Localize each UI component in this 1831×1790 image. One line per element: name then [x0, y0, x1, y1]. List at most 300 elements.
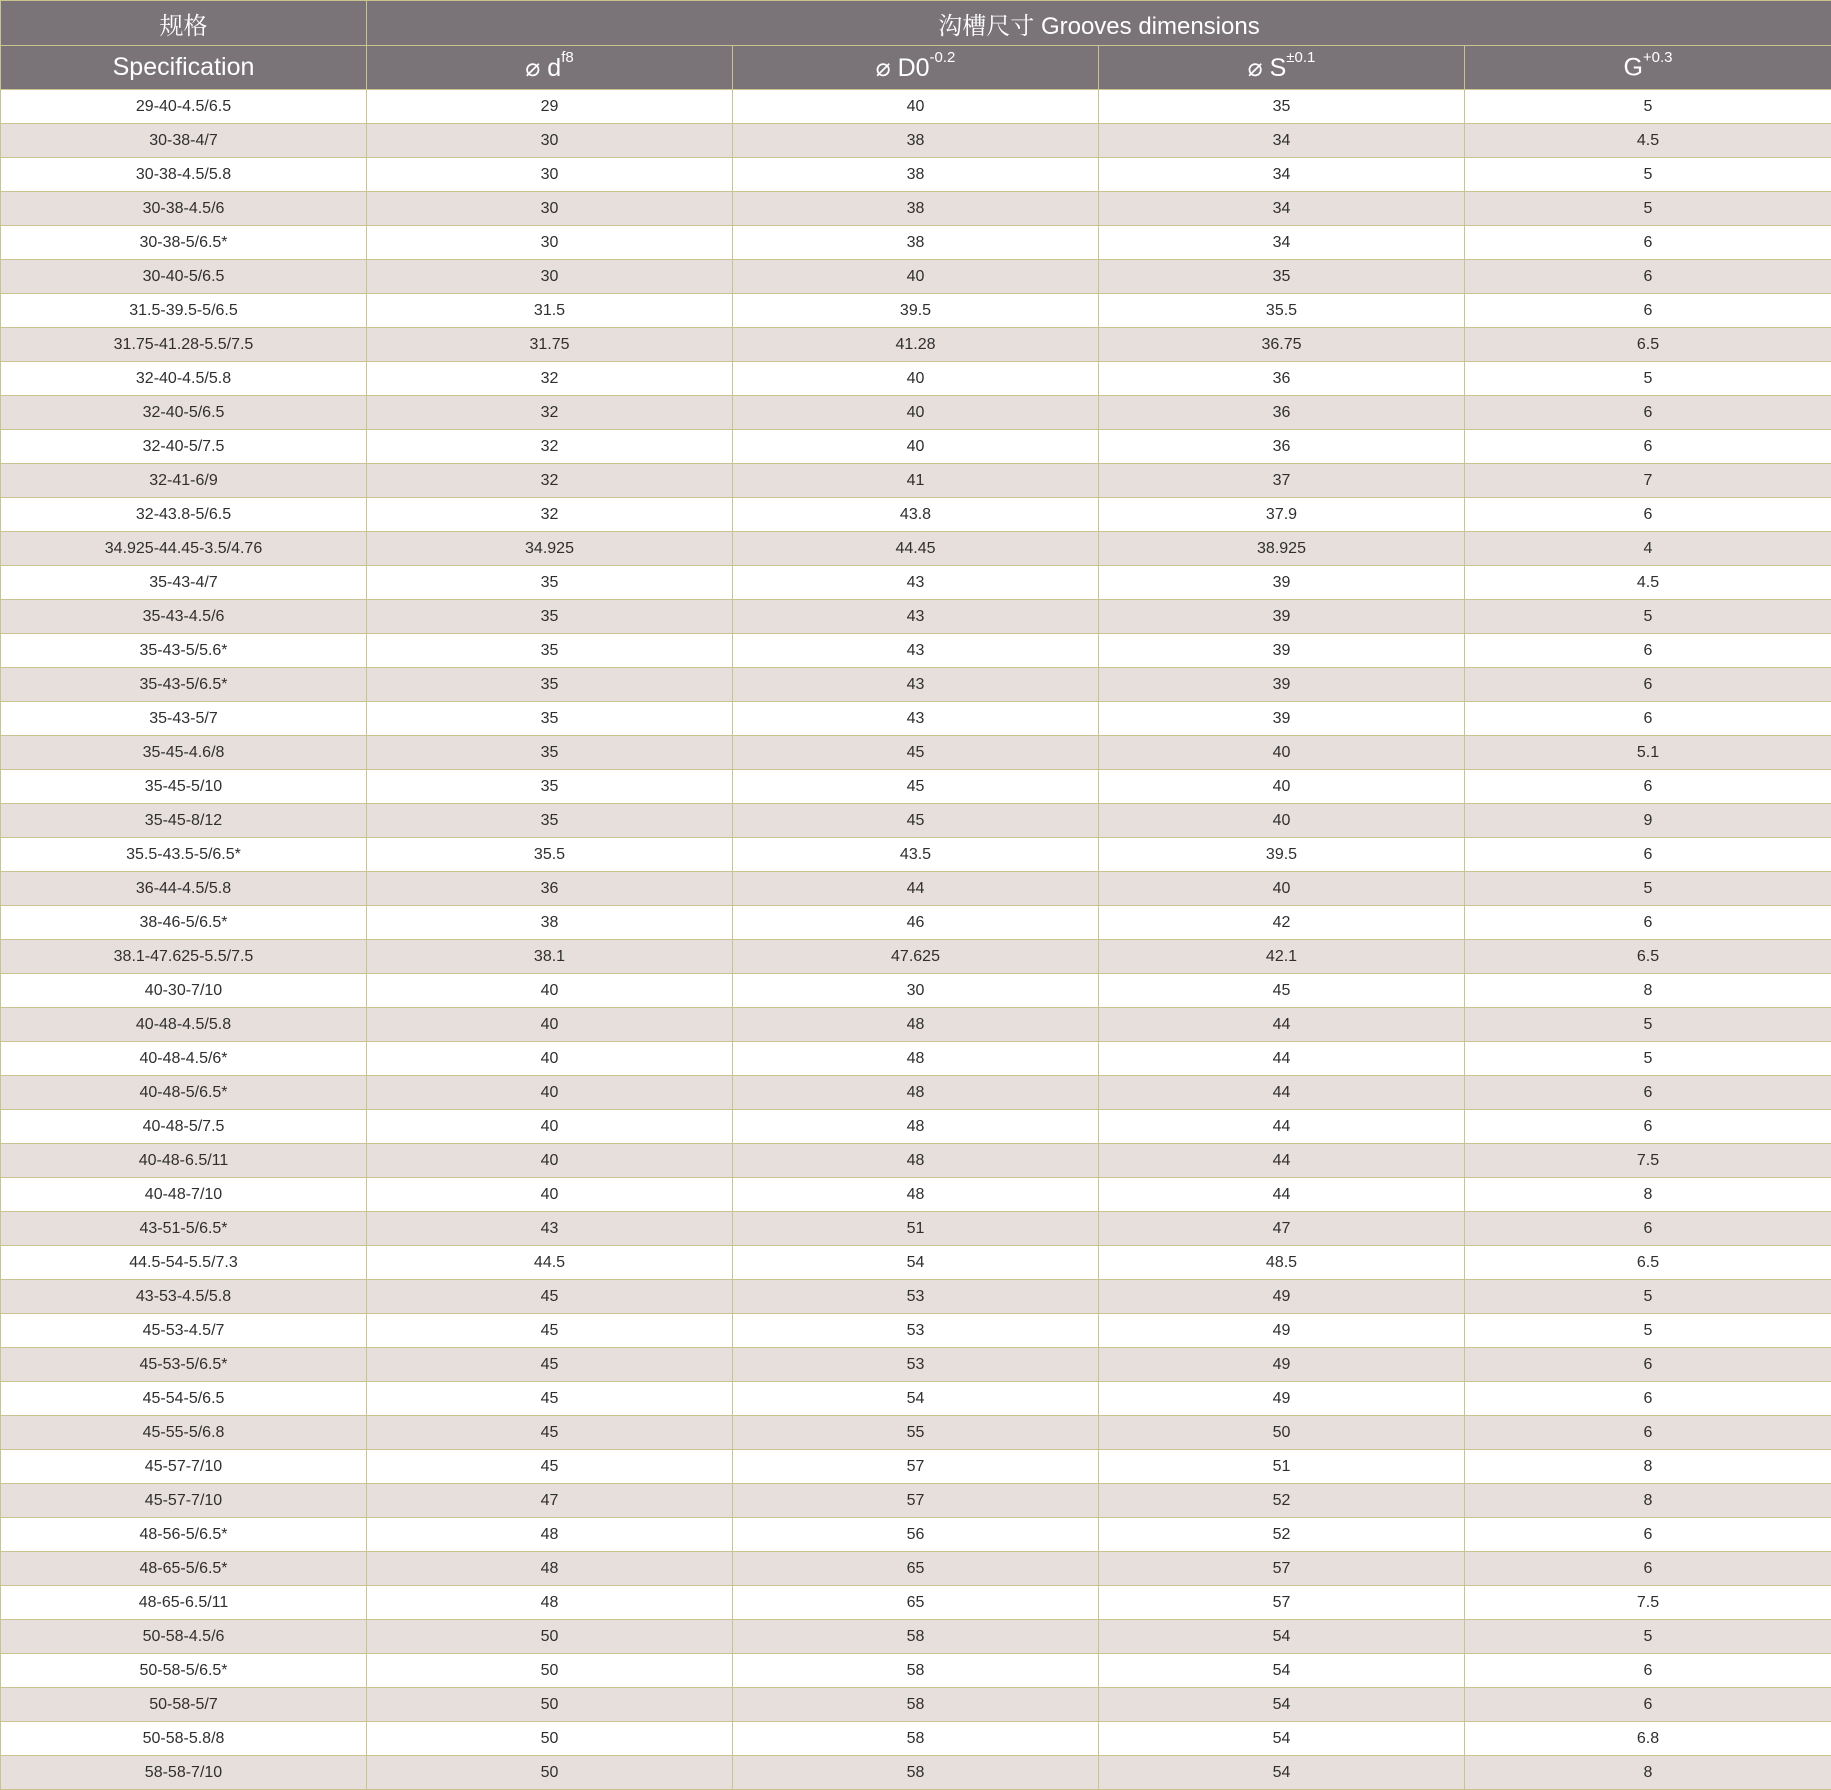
cell-S: 44	[1099, 1178, 1465, 1212]
cell-S: 39	[1099, 600, 1465, 634]
cell-D0: 57	[733, 1484, 1099, 1518]
cell-specification: 50-58-5.8/8	[1, 1722, 367, 1756]
cell-G: 6.5	[1465, 940, 1831, 974]
table-row	[1, 1620, 1831, 1654]
cell-d: 45	[367, 1450, 733, 1484]
cell-d: 40	[367, 1178, 733, 1212]
cell-S: 40	[1099, 736, 1465, 770]
cell-specification: 32-43.8-5/6.5	[1, 498, 367, 532]
cell-G: 8	[1465, 1756, 1831, 1790]
cell-specification: 45-57-7/10	[1, 1484, 367, 1518]
cell-S: 51	[1099, 1450, 1465, 1484]
cell-d: 35	[367, 804, 733, 838]
cell-D0: 39.5	[733, 294, 1099, 328]
table-row	[1, 736, 1831, 770]
cell-d: 35	[367, 600, 733, 634]
cell-D0: 38	[733, 226, 1099, 260]
table-row	[1, 600, 1831, 634]
cell-G: 6	[1465, 1552, 1831, 1586]
cell-D0: 48	[733, 1008, 1099, 1042]
cell-S: 50	[1099, 1416, 1465, 1450]
table-row	[1, 940, 1831, 974]
table-row	[1, 532, 1831, 566]
cell-d: 32	[367, 396, 733, 430]
cell-D0: 43.8	[733, 498, 1099, 532]
cell-G: 5	[1465, 1008, 1831, 1042]
cell-D0: 38	[733, 192, 1099, 226]
cell-G: 6	[1465, 634, 1831, 668]
table-row	[1, 396, 1831, 430]
cell-D0: 45	[733, 804, 1099, 838]
table-body	[1, 90, 1831, 1790]
spec-cn-header: 规格	[1, 1, 367, 46]
cell-G: 5	[1465, 600, 1831, 634]
cell-G: 6.8	[1465, 1722, 1831, 1756]
col-header-S-symbol: ⌀ S	[1248, 54, 1287, 82]
cell-specification: 50-58-5/6.5*	[1, 1654, 367, 1688]
table-row	[1, 1722, 1831, 1756]
cell-d: 30	[367, 192, 733, 226]
cell-G: 4	[1465, 532, 1831, 566]
table-row	[1, 1586, 1831, 1620]
cell-specification: 31.75-41.28-5.5/7.5	[1, 328, 367, 362]
cell-specification: 30-38-4/7	[1, 124, 367, 158]
grooves-dimensions-header: 沟槽尺寸 Grooves dimensions	[367, 1, 1831, 46]
cell-specification: 35-43-4/7	[1, 566, 367, 600]
table-row	[1, 974, 1831, 1008]
cell-specification: 48-65-5/6.5*	[1, 1552, 367, 1586]
cell-G: 6	[1465, 1212, 1831, 1246]
table-row	[1, 192, 1831, 226]
cell-d: 50	[367, 1756, 733, 1790]
cell-D0: 43	[733, 600, 1099, 634]
cell-d: 45	[367, 1314, 733, 1348]
cell-D0: 43	[733, 668, 1099, 702]
cell-S: 35	[1099, 260, 1465, 294]
cell-S: 39.5	[1099, 838, 1465, 872]
cell-D0: 53	[733, 1280, 1099, 1314]
cell-d: 38.1	[367, 940, 733, 974]
col-header-G	[1465, 46, 1831, 90]
cell-S: 35	[1099, 90, 1465, 124]
cell-d: 31.75	[367, 328, 733, 362]
cell-D0: 54	[733, 1246, 1099, 1280]
cell-specification: 35-43-5/5.6*	[1, 634, 367, 668]
cell-D0: 65	[733, 1552, 1099, 1586]
cell-G: 6	[1465, 1416, 1831, 1450]
cell-D0: 58	[733, 1620, 1099, 1654]
cell-S: 35.5	[1099, 294, 1465, 328]
col-header-d	[367, 46, 733, 90]
cell-specification: 40-48-5/7.5	[1, 1110, 367, 1144]
col-header-S-tolerance: ±0.1	[1286, 49, 1315, 66]
cell-G: 6	[1465, 770, 1831, 804]
cell-S: 38.925	[1099, 532, 1465, 566]
cell-D0: 58	[733, 1756, 1099, 1790]
cell-S: 34	[1099, 226, 1465, 260]
table-row	[1, 124, 1831, 158]
table-row	[1, 464, 1831, 498]
cell-specification: 48-65-6.5/11	[1, 1586, 367, 1620]
cell-specification: 40-48-4.5/6*	[1, 1042, 367, 1076]
cell-G: 6	[1465, 498, 1831, 532]
cell-D0: 38	[733, 158, 1099, 192]
cell-d: 50	[367, 1654, 733, 1688]
table-row	[1, 328, 1831, 362]
cell-D0: 54	[733, 1382, 1099, 1416]
cell-G: 5	[1465, 1280, 1831, 1314]
cell-specification: 30-38-4.5/5.8	[1, 158, 367, 192]
cell-D0: 53	[733, 1348, 1099, 1382]
cell-D0: 45	[733, 770, 1099, 804]
cell-D0: 30	[733, 974, 1099, 1008]
cell-G: 7.5	[1465, 1586, 1831, 1620]
cell-S: 39	[1099, 668, 1465, 702]
cell-S: 52	[1099, 1484, 1465, 1518]
cell-S: 48.5	[1099, 1246, 1465, 1280]
cell-S: 36	[1099, 430, 1465, 464]
cell-G: 5	[1465, 158, 1831, 192]
cell-S: 47	[1099, 1212, 1465, 1246]
cell-specification: 45-54-5/6.5	[1, 1382, 367, 1416]
cell-d: 31.5	[367, 294, 733, 328]
cell-S: 44	[1099, 1076, 1465, 1110]
cell-G: 5	[1465, 872, 1831, 906]
table-row	[1, 804, 1831, 838]
cell-D0: 40	[733, 260, 1099, 294]
table-row	[1, 1110, 1831, 1144]
cell-D0: 48	[733, 1110, 1099, 1144]
cell-S: 36	[1099, 362, 1465, 396]
cell-specification: 34.925-44.45-3.5/4.76	[1, 532, 367, 566]
cell-G: 5	[1465, 362, 1831, 396]
col-header-S	[1099, 46, 1465, 90]
header-row-top	[1, 1, 1831, 46]
cell-S: 44	[1099, 1042, 1465, 1076]
table-row	[1, 1450, 1831, 1484]
cell-specification: 32-40-5/7.5	[1, 430, 367, 464]
cell-specification: 35-45-8/12	[1, 804, 367, 838]
cell-S: 42.1	[1099, 940, 1465, 974]
cell-D0: 48	[733, 1076, 1099, 1110]
cell-d: 35	[367, 566, 733, 600]
table-row	[1, 1212, 1831, 1246]
cell-d: 35	[367, 702, 733, 736]
table-row	[1, 770, 1831, 804]
cell-S: 42	[1099, 906, 1465, 940]
cell-specification: 40-30-7/10	[1, 974, 367, 1008]
table-row	[1, 294, 1831, 328]
cell-S: 44	[1099, 1144, 1465, 1178]
cell-D0: 45	[733, 736, 1099, 770]
cell-d: 48	[367, 1518, 733, 1552]
cell-G: 8	[1465, 974, 1831, 1008]
cell-d: 40	[367, 1042, 733, 1076]
cell-S: 57	[1099, 1552, 1465, 1586]
table-row	[1, 1518, 1831, 1552]
cell-specification: 35-43-4.5/6	[1, 600, 367, 634]
cell-D0: 46	[733, 906, 1099, 940]
cell-G: 6	[1465, 1110, 1831, 1144]
cell-specification: 32-41-6/9	[1, 464, 367, 498]
cell-D0: 55	[733, 1416, 1099, 1450]
col-header-D0-tolerance: -0.2	[930, 49, 956, 66]
cell-specification: 30-38-5/6.5*	[1, 226, 367, 260]
table-row	[1, 1042, 1831, 1076]
table-row	[1, 668, 1831, 702]
cell-D0: 43.5	[733, 838, 1099, 872]
table-row	[1, 838, 1831, 872]
cell-D0: 47.625	[733, 940, 1099, 974]
cell-S: 44	[1099, 1110, 1465, 1144]
cell-specification: 32-40-5/6.5	[1, 396, 367, 430]
table-row	[1, 1314, 1831, 1348]
col-header-D0-symbol: ⌀ D0	[876, 54, 930, 82]
cell-d: 40	[367, 1110, 733, 1144]
cell-specification: 43-53-4.5/5.8	[1, 1280, 367, 1314]
table-row	[1, 158, 1831, 192]
cell-D0: 57	[733, 1450, 1099, 1484]
cell-D0: 41.28	[733, 328, 1099, 362]
cell-d: 48	[367, 1586, 733, 1620]
cell-D0: 40	[733, 362, 1099, 396]
cell-S: 44	[1099, 1008, 1465, 1042]
cell-D0: 43	[733, 566, 1099, 600]
cell-d: 44.5	[367, 1246, 733, 1280]
cell-S: 40	[1099, 770, 1465, 804]
cell-D0: 48	[733, 1178, 1099, 1212]
cell-S: 40	[1099, 872, 1465, 906]
cell-specification: 40-48-4.5/5.8	[1, 1008, 367, 1042]
cell-S: 54	[1099, 1620, 1465, 1654]
cell-specification: 45-53-5/6.5*	[1, 1348, 367, 1382]
cell-specification: 30-40-5/6.5	[1, 260, 367, 294]
cell-d: 50	[367, 1722, 733, 1756]
cell-specification: 35-43-5/6.5*	[1, 668, 367, 702]
cell-S: 37	[1099, 464, 1465, 498]
cell-S: 34	[1099, 158, 1465, 192]
cell-S: 39	[1099, 566, 1465, 600]
table-row	[1, 1756, 1831, 1790]
cell-d: 34.925	[367, 532, 733, 566]
cell-G: 6	[1465, 396, 1831, 430]
cell-G: 5.1	[1465, 736, 1831, 770]
cell-G: 4.5	[1465, 124, 1831, 158]
cell-specification: 31.5-39.5-5/6.5	[1, 294, 367, 328]
cell-d: 35	[367, 634, 733, 668]
table-row	[1, 1484, 1831, 1518]
cell-G: 6	[1465, 294, 1831, 328]
cell-D0: 65	[733, 1586, 1099, 1620]
cell-G: 6.5	[1465, 1246, 1831, 1280]
cell-d: 36	[367, 872, 733, 906]
cell-S: 49	[1099, 1280, 1465, 1314]
cell-d: 35.5	[367, 838, 733, 872]
cell-specification: 48-56-5/6.5*	[1, 1518, 367, 1552]
cell-G: 6	[1465, 668, 1831, 702]
table-row	[1, 90, 1831, 124]
cell-specification: 36-44-4.5/5.8	[1, 872, 367, 906]
table-row	[1, 1144, 1831, 1178]
cell-d: 32	[367, 464, 733, 498]
cell-specification: 40-48-6.5/11	[1, 1144, 367, 1178]
cell-S: 54	[1099, 1688, 1465, 1722]
col-header-d-tolerance: f8	[561, 49, 574, 66]
table-row	[1, 1382, 1831, 1416]
cell-G: 6	[1465, 1688, 1831, 1722]
cell-d: 45	[367, 1416, 733, 1450]
cell-specification: 35-45-5/10	[1, 770, 367, 804]
cell-S: 49	[1099, 1314, 1465, 1348]
cell-d: 47	[367, 1484, 733, 1518]
cell-D0: 53	[733, 1314, 1099, 1348]
cell-G: 6	[1465, 1076, 1831, 1110]
cell-G: 8	[1465, 1484, 1831, 1518]
cell-specification: 30-38-4.5/6	[1, 192, 367, 226]
table-row	[1, 362, 1831, 396]
cell-d: 29	[367, 90, 733, 124]
cell-d: 32	[367, 362, 733, 396]
cell-d: 38	[367, 906, 733, 940]
cell-specification: 35-43-5/7	[1, 702, 367, 736]
cell-G: 5	[1465, 1314, 1831, 1348]
table-row	[1, 1654, 1831, 1688]
cell-d: 40	[367, 1144, 733, 1178]
cell-S: 40	[1099, 804, 1465, 838]
cell-d: 30	[367, 226, 733, 260]
cell-D0: 58	[733, 1654, 1099, 1688]
cell-D0: 58	[733, 1688, 1099, 1722]
table-row	[1, 430, 1831, 464]
cell-G: 6	[1465, 1654, 1831, 1688]
cell-S: 54	[1099, 1654, 1465, 1688]
table-row	[1, 634, 1831, 668]
cell-D0: 48	[733, 1144, 1099, 1178]
cell-d: 50	[367, 1620, 733, 1654]
cell-d: 30	[367, 158, 733, 192]
cell-S: 36.75	[1099, 328, 1465, 362]
cell-specification: 45-57-7/10	[1, 1450, 367, 1484]
col-header-G-tolerance: +0.3	[1643, 49, 1673, 66]
cell-d: 43	[367, 1212, 733, 1246]
cell-d: 48	[367, 1552, 733, 1586]
cell-D0: 48	[733, 1042, 1099, 1076]
cell-specification: 40-48-7/10	[1, 1178, 367, 1212]
cell-specification: 43-51-5/6.5*	[1, 1212, 367, 1246]
cell-S: 57	[1099, 1586, 1465, 1620]
cell-d: 45	[367, 1382, 733, 1416]
cell-S: 52	[1099, 1518, 1465, 1552]
cell-G: 7	[1465, 464, 1831, 498]
cell-d: 35	[367, 668, 733, 702]
table-row	[1, 260, 1831, 294]
cell-d: 40	[367, 1008, 733, 1042]
cell-G: 5	[1465, 1042, 1831, 1076]
cell-D0: 40	[733, 430, 1099, 464]
cell-d: 30	[367, 124, 733, 158]
cell-S: 49	[1099, 1382, 1465, 1416]
cell-S: 39	[1099, 702, 1465, 736]
cell-specification: 45-55-5/6.8	[1, 1416, 367, 1450]
cell-D0: 41	[733, 464, 1099, 498]
cell-G: 6	[1465, 1348, 1831, 1382]
cell-D0: 43	[733, 702, 1099, 736]
header-row-bottom	[1, 46, 1831, 90]
table-row	[1, 1688, 1831, 1722]
cell-specification: 38-46-5/6.5*	[1, 906, 367, 940]
cell-specification: 35.5-43.5-5/6.5*	[1, 838, 367, 872]
cell-d: 50	[367, 1688, 733, 1722]
cell-S: 37.9	[1099, 498, 1465, 532]
cell-d: 30	[367, 260, 733, 294]
col-header-d-symbol: ⌀ d	[525, 54, 561, 82]
col-header-D0	[733, 46, 1099, 90]
cell-d: 45	[367, 1280, 733, 1314]
cell-specification: 29-40-4.5/6.5	[1, 90, 367, 124]
cell-d: 35	[367, 770, 733, 804]
table-row	[1, 1178, 1831, 1212]
table-row	[1, 702, 1831, 736]
spec-en-header: Specification	[1, 46, 367, 90]
cell-specification: 44.5-54-5.5/7.3	[1, 1246, 367, 1280]
cell-G: 6	[1465, 1382, 1831, 1416]
table-row	[1, 1076, 1831, 1110]
cell-specification: 38.1-47.625-5.5/7.5	[1, 940, 367, 974]
cell-d: 32	[367, 498, 733, 532]
col-header-G-symbol: G	[1623, 53, 1642, 81]
cell-D0: 44.45	[733, 532, 1099, 566]
table-row	[1, 498, 1831, 532]
cell-G: 5	[1465, 192, 1831, 226]
cell-D0: 58	[733, 1722, 1099, 1756]
cell-D0: 40	[733, 396, 1099, 430]
cell-G: 6	[1465, 1518, 1831, 1552]
cell-specification: 35-45-4.6/8	[1, 736, 367, 770]
cell-G: 5	[1465, 90, 1831, 124]
cell-specification: 45-53-4.5/7	[1, 1314, 367, 1348]
cell-S: 45	[1099, 974, 1465, 1008]
cell-D0: 38	[733, 124, 1099, 158]
cell-S: 34	[1099, 192, 1465, 226]
cell-G: 4.5	[1465, 566, 1831, 600]
cell-G: 7.5	[1465, 1144, 1831, 1178]
table-row	[1, 906, 1831, 940]
cell-D0: 43	[733, 634, 1099, 668]
cell-specification: 58-58-7/10	[1, 1756, 367, 1790]
table-row	[1, 1280, 1831, 1314]
cell-d: 40	[367, 1076, 733, 1110]
cell-specification: 32-40-4.5/5.8	[1, 362, 367, 396]
cell-G: 8	[1465, 1178, 1831, 1212]
cell-specification: 50-58-5/7	[1, 1688, 367, 1722]
table-row	[1, 872, 1831, 906]
cell-D0: 40	[733, 90, 1099, 124]
cell-S: 34	[1099, 124, 1465, 158]
cell-G: 6	[1465, 430, 1831, 464]
cell-d: 40	[367, 974, 733, 1008]
cell-S: 54	[1099, 1756, 1465, 1790]
cell-G: 9	[1465, 804, 1831, 838]
cell-specification: 40-48-5/6.5*	[1, 1076, 367, 1110]
cell-S: 54	[1099, 1722, 1465, 1756]
cell-S: 39	[1099, 634, 1465, 668]
cell-d: 35	[367, 736, 733, 770]
cell-G: 5	[1465, 1620, 1831, 1654]
cell-D0: 56	[733, 1518, 1099, 1552]
cell-G: 6.5	[1465, 328, 1831, 362]
table-row	[1, 1348, 1831, 1382]
table-row	[1, 566, 1831, 600]
